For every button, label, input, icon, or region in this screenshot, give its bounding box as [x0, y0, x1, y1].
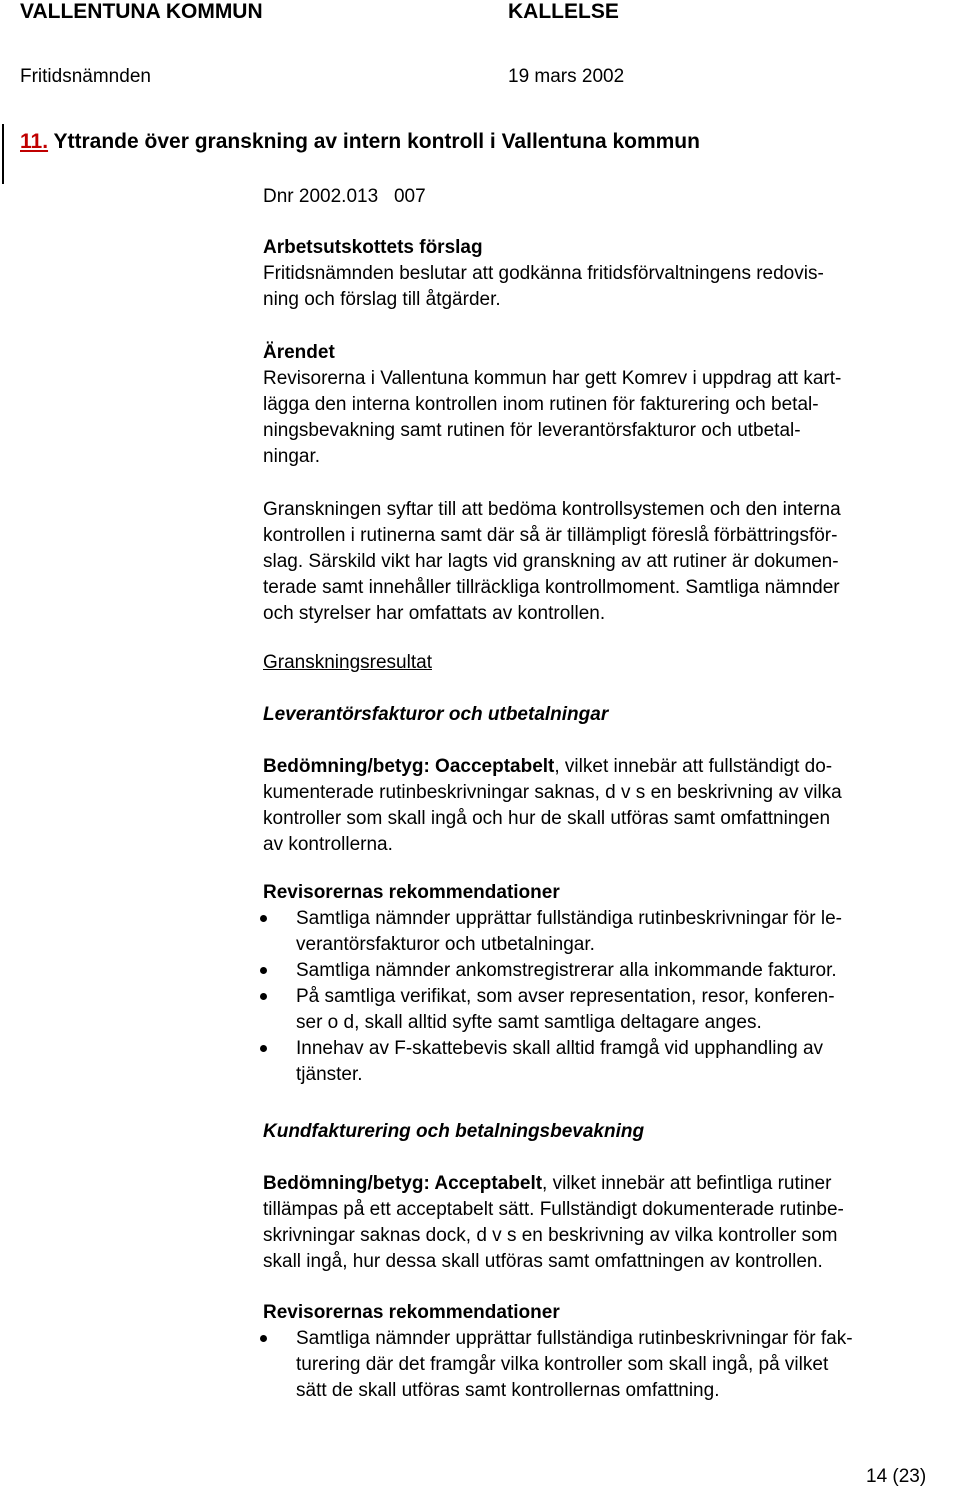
section2-heading-block: [263, 1119, 953, 1145]
bullet-icon: [260, 1326, 274, 1352]
bullet-line: Samtliga nämnder ankomstregistrerar alla inkommande fakturor.: [296, 960, 837, 981]
bullet-line: verantörsfakturor och utbetalningar.: [296, 934, 595, 955]
section1-heading-block: [263, 702, 953, 728]
section1-rec-heading: Revisorernas rekommendationer: [263, 882, 560, 903]
matter-line: och styrelser har omfattats av kontrollen.: [263, 603, 606, 624]
bullet-line: sätt de skall utföras samt kontrollernas omfattning.: [296, 1380, 720, 1401]
section1-grade-rest: , vilket innebär att fullständigt do-: [554, 756, 833, 777]
matter-line: kontrollen i rutinerna samt där så är tillämpligt föreslå förbättringsför-: [263, 525, 838, 546]
list-item: [263, 1036, 953, 1088]
section1-assessment: [263, 754, 953, 858]
section2-grade-rest: , vilket innebär att befintliga rutiner: [542, 1173, 832, 1194]
matter-line: terade samt innehåller tillräckliga kontrollmoment. Samtliga nämnder: [263, 577, 840, 598]
matter-line: ningsbevakning samt rutinen för leverantörsfakturor och utbetal-: [263, 420, 801, 441]
bullet-line: tjänster.: [296, 1064, 363, 1085]
results-heading-block: [263, 650, 953, 676]
section2-line: tillämpas på ett acceptabelt sätt. Fullständigt dokumenterade rutinbe-: [263, 1199, 844, 1220]
section2-recommendations: [263, 1300, 953, 1404]
proposal-heading: Arbetsutskottets förslag: [263, 237, 483, 258]
page-number: 14 (23): [866, 1466, 927, 1487]
matter-line: Revisorerna i Vallentuna kommun har gett Komrev i uppdrag att kart-: [263, 368, 842, 389]
section2-line: skall ingå, hur dessa skall utföras samt omfattningen av kontrollen.: [263, 1251, 823, 1272]
revision-bar: [2, 124, 4, 184]
item-title-text: Yttrande över granskning av intern kontroll i Vallentuna kommun: [48, 130, 700, 153]
bullet-icon: [260, 1036, 274, 1062]
bullet-line: Samtliga nämnder upprättar fullständiga rutinbeskrivningar för le-: [296, 908, 842, 929]
header-date: 19 mars 2002: [508, 66, 625, 87]
bullet-line: Samtliga nämnder upprättar fullständiga rutinbeskrivningar för fak-: [296, 1328, 853, 1349]
matter-line: ningar.: [263, 446, 321, 467]
matter-line: slag. Särskild vikt har lagts vid granskning av att rutiner är dokumen-: [263, 551, 839, 572]
section2-assessment: [263, 1171, 953, 1275]
bullet-line: ser o d, skall alltid syfte samt samtliga deltagare anges.: [296, 1012, 762, 1033]
bullet-line: Innehav av F-skattebevis skall alltid framgå vid upphandling av: [296, 1038, 824, 1059]
matter-line: lägga den interna kontrollen inom rutinen för fakturering och betal-: [263, 394, 819, 415]
matter-line: Granskningen syftar till att bedöma kontrollsystemen och den interna: [263, 499, 841, 520]
list-item: [263, 906, 953, 958]
section1-heading: Leverantörsfakturor och utbetalningar: [263, 704, 609, 725]
section1-grade-label: Bedömning/betyg: Oacceptabelt: [263, 756, 555, 777]
dnr: Dnr 2002.013 007: [263, 186, 426, 207]
section1-line: kumenterade rutinbeskrivningar saknas, d v s en beskrivning av vilka: [263, 782, 842, 803]
section1-line: av kontrollerna.: [263, 834, 393, 855]
section2-line: skrivningar saknas dock, d v s en beskrivning av vilka kontroller som: [263, 1225, 838, 1246]
matter-section: [263, 340, 953, 470]
bullet-icon: [260, 984, 274, 1010]
item-title: [20, 130, 700, 154]
bullet-line: På samtliga verifikat, som avser representation, resor, konferen-: [296, 986, 835, 1007]
list-item: [263, 984, 953, 1036]
section2-rec-heading: Revisorernas rekommendationer: [263, 1302, 560, 1323]
item-number: 11.: [20, 130, 49, 153]
bullet-icon: [260, 958, 274, 984]
list-item: [263, 958, 953, 984]
bullet-line: turering där det framgår vilka kontroller som skall ingå, på vilket: [296, 1354, 829, 1375]
section2-heading: Kundfakturering och betalningsbevakning: [263, 1121, 645, 1142]
matter-paragraph-2: [263, 497, 953, 627]
section1-line: kontroller som skall ingå och hur de skall utföras samt omfattningen: [263, 808, 831, 829]
section2-grade-label: Bedömning/betyg: Acceptabelt: [263, 1173, 543, 1194]
header-doc-type: KALLELSE: [508, 0, 619, 23]
section1-recommendations: [263, 880, 953, 1088]
header-org: VALLENTUNA KOMMUN: [20, 0, 263, 23]
matter-heading: Ärendet: [263, 342, 335, 363]
list-item: [263, 1326, 953, 1404]
proposal-section: [263, 235, 953, 313]
bullet-icon: [260, 906, 274, 932]
results-heading: Granskningsresultat: [263, 652, 432, 673]
header-committee: Fritidsnämnden: [20, 66, 151, 87]
proposal-line: Fritidsnämnden beslutar att godkänna fritidsförvaltningens redovis-: [263, 263, 824, 284]
proposal-line: ning och förslag till åtgärder.: [263, 289, 501, 310]
